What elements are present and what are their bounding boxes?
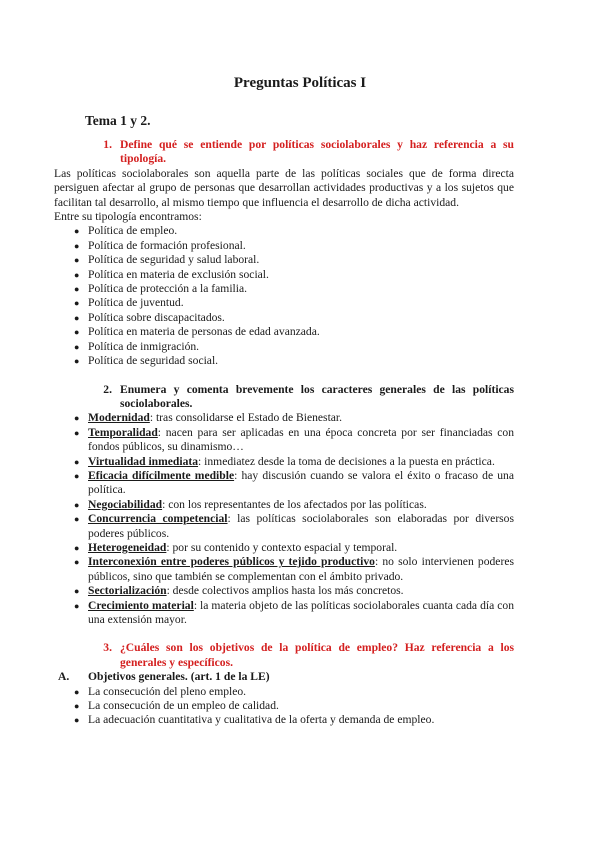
question-2-text: Enumera y comenta brevemente los caracteres generales de las políticas sociolaborales. bbox=[120, 382, 514, 410]
term-description: : las políticas sociolaborales son elaboradas por diversos poderes públicos. bbox=[88, 512, 514, 540]
list-item bbox=[54, 599, 514, 628]
list-item-text: Política de juventud. bbox=[88, 296, 184, 310]
list-item bbox=[54, 426, 514, 455]
list-item bbox=[54, 498, 514, 512]
list-item-text: Política en materia de personas de edad avanzada. bbox=[88, 325, 320, 339]
list-item bbox=[54, 296, 514, 310]
list-item-text: La consecución de un empleo de calidad. bbox=[88, 699, 279, 713]
question-1-number: 1. bbox=[103, 138, 112, 151]
bullet-icon: ● bbox=[74, 499, 80, 510]
list-item bbox=[54, 584, 514, 598]
term-description: : inmediatez desde la toma de decisiones a la puesta en práctica. bbox=[198, 454, 495, 468]
answer-1-intro: Entre su tipología encontramos: bbox=[54, 210, 202, 224]
list-item-text: La consecución del pleno empleo. bbox=[88, 684, 247, 698]
list-item-text bbox=[88, 426, 514, 455]
bullet-icon: ● bbox=[74, 240, 80, 251]
answer-1 bbox=[54, 167, 514, 369]
list-item-text: Política de seguridad y salud laboral. bbox=[88, 253, 260, 267]
typology-list bbox=[54, 224, 514, 368]
subsection-number: A. bbox=[58, 670, 70, 684]
list-item-text: La adecuación cuantitativa y cualitativa de la oferta y demanda de empleo. bbox=[88, 713, 435, 727]
list-item-text bbox=[88, 584, 514, 598]
list-item-text bbox=[88, 498, 514, 512]
list-item-text: Política de empleo. bbox=[88, 224, 178, 238]
list-item-text bbox=[88, 455, 514, 469]
subsection-general-objectives bbox=[54, 670, 514, 684]
term-description: : por su contenido y contexto espacial y temporal. bbox=[166, 540, 398, 554]
list-item-text: Política en materia de exclusión social. bbox=[88, 267, 269, 281]
term-label: Concurrencia competencial bbox=[88, 512, 228, 526]
list-item-text bbox=[88, 599, 514, 628]
answer-3 bbox=[54, 670, 514, 728]
question-2-number: 2. bbox=[103, 382, 112, 396]
subsection-title: Objetivos generales. (art. 1 de la LE) bbox=[88, 670, 270, 684]
document-title: Preguntas Políticas I bbox=[233, 75, 367, 91]
question-1 bbox=[86, 138, 514, 167]
list-item bbox=[54, 699, 514, 713]
list-item bbox=[54, 713, 514, 727]
term-description: : desde colectivos amplios hasta los más concretos. bbox=[166, 584, 404, 598]
list-item bbox=[54, 541, 514, 555]
list-item-text: Política de seguridad social. bbox=[88, 354, 219, 368]
bullet-icon: ● bbox=[74, 586, 80, 597]
term-description: : no solo intervienen poderes públicos, sino que también se complementan con el ámbito privado. bbox=[88, 555, 514, 583]
term-label: Temporalidad bbox=[88, 425, 158, 439]
bullet-icon: ● bbox=[74, 226, 80, 237]
term-description: : tras consolidarse el Estado de Bienestar. bbox=[149, 411, 343, 425]
question-3-number: 3. bbox=[103, 641, 112, 655]
term-label: Crecimiento material bbox=[88, 598, 194, 612]
question-1-text: Define qué se entiende por políticas sociolaborales y haz referencia a su tipología. bbox=[120, 138, 514, 166]
list-item bbox=[54, 469, 514, 498]
term-label: Eficacia difícilmente medible bbox=[88, 468, 235, 482]
list-item-text bbox=[88, 411, 514, 425]
question-3 bbox=[86, 641, 514, 670]
term-description: : la materia objeto de las políticas sociolaborales cuanta cada día con una extensión mayor. bbox=[88, 598, 514, 626]
list-item bbox=[54, 311, 514, 325]
term-label: Interconexión entre poderes públicos y tejido productivo bbox=[88, 555, 375, 569]
list-item bbox=[54, 354, 514, 368]
list-item-text: Política sobre discapacitados. bbox=[88, 310, 225, 324]
section-title: Tema 1 y 2. bbox=[85, 113, 151, 128]
list-item bbox=[54, 555, 514, 584]
list-item bbox=[54, 239, 514, 253]
bullet-icon: ● bbox=[74, 413, 80, 424]
list-item-text bbox=[88, 555, 514, 584]
list-item bbox=[54, 685, 514, 699]
list-item-text: Política de protección a la familia. bbox=[88, 282, 248, 296]
list-item-text bbox=[88, 512, 514, 541]
term-label: Negociabilidad bbox=[88, 497, 163, 511]
list-item bbox=[54, 325, 514, 339]
bullet-icon: ● bbox=[74, 715, 80, 726]
list-item-text bbox=[88, 541, 514, 555]
bullet-icon: ● bbox=[74, 470, 80, 481]
bullet-icon: ● bbox=[74, 514, 80, 525]
bullet-icon: ● bbox=[74, 701, 80, 712]
term-description: : nacen para ser aplicadas en una época concreta por ser financiadas con fondos públicos, su dinamismo… bbox=[88, 425, 514, 454]
term-label: Modernidad bbox=[88, 411, 150, 425]
list-item-text: Política de formación profesional. bbox=[88, 238, 246, 252]
bullet-icon: ● bbox=[74, 557, 80, 568]
question-2 bbox=[86, 383, 514, 412]
term-label: Virtualidad inmediata bbox=[88, 454, 199, 468]
list-item bbox=[54, 512, 514, 541]
term-description: : con los representantes de los afectados por las políticas. bbox=[162, 497, 427, 511]
answer-1-paragraph: Las políticas sociolaborales son aquella parte de las políticas sociales que de forma directa persiguen afectar al grupo de personas que desarrollan actividades productivas y a los sujetos que facilitan tal desarrollo, al mismo tiempo que influencia el desarrollo de dicha actividad. bbox=[54, 166, 514, 209]
answer-2 bbox=[54, 411, 514, 627]
bullet-icon: ● bbox=[74, 269, 80, 280]
list-item bbox=[54, 268, 514, 282]
term-description: : hay discusión cuando se valora el éxito o fracaso de una política. bbox=[88, 468, 514, 497]
bullet-icon: ● bbox=[74, 284, 80, 295]
bullet-icon: ● bbox=[74, 456, 80, 467]
list-item bbox=[54, 340, 514, 354]
bullet-icon: ● bbox=[74, 356, 80, 367]
list-item bbox=[54, 411, 514, 425]
general-objectives-list bbox=[54, 685, 514, 728]
term-label: Heterogeneidad bbox=[88, 540, 167, 554]
term-label: Sectorialización bbox=[88, 584, 167, 598]
list-item bbox=[54, 455, 514, 469]
list-item bbox=[54, 282, 514, 296]
bullet-icon: ● bbox=[74, 542, 80, 553]
list-item-text bbox=[88, 469, 514, 498]
bullet-icon: ● bbox=[74, 327, 80, 338]
bullet-icon: ● bbox=[74, 427, 80, 438]
question-3-text: ¿Cuáles son los objetivos de la política de empleo? Haz referencia a los generales y específicos. bbox=[120, 641, 514, 669]
bullet-icon: ● bbox=[74, 255, 80, 266]
list-item-text: Política de inmigración. bbox=[88, 339, 200, 353]
bullet-icon: ● bbox=[74, 298, 80, 309]
document-content bbox=[54, 138, 514, 728]
bullet-icon: ● bbox=[74, 600, 80, 611]
bullet-icon: ● bbox=[74, 312, 80, 323]
list-item bbox=[54, 224, 514, 238]
bullet-icon: ● bbox=[74, 341, 80, 352]
characteristics-list bbox=[54, 411, 514, 627]
bullet-icon: ● bbox=[74, 686, 80, 697]
list-item bbox=[54, 253, 514, 267]
